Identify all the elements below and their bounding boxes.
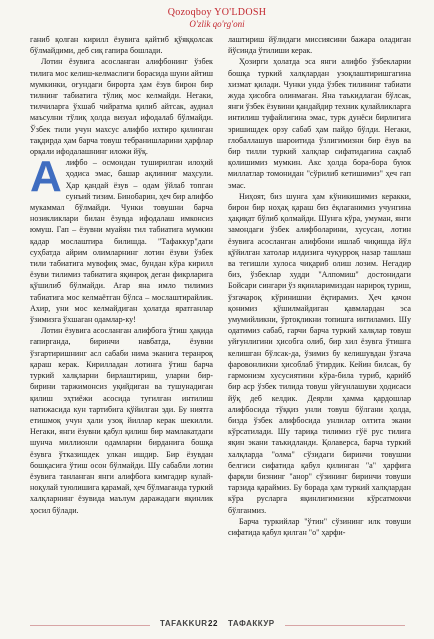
page-number: 22 bbox=[208, 619, 218, 628]
right-paragraph-2: Ҳозирги ҳолатда эса янги алифбо ўзбекларни бошқа туркий халқлардан узоқлаштиришгагина хизмат қилади. Чунки унда ўзбек тилининг табиати жуда ҳисобга олинмаган. Яна таъкидлаган бўлсак, янги ўзбек ёзувини қандайдир техник қулайликларга интилиш туфайлигина эмас, турк дунёси бирлигига эришишдек орзу сабаб ҳам пайдо бўлди. Негаки, глобаллашув шароитида ўзлигимизни бир ёзув ва бир тилли туркий халқлар сифатидагина сақлаб қолишимиз мумкин. Акс ҳолда бора-бора буюк миллатлар томонидан "сўрилиб кетишимиз" ҳеч гап эмас. bbox=[228, 57, 411, 190]
left-paragraph-1: ганиб қолган кирилл ёзувига қайтиб қўяққолсак бўлмайдими, деб сиқ гапира бошлади. bbox=[30, 35, 213, 56]
left-paragraph-3: лифбо – осмондан туширилган илоҳий ҳодиса эмас, башар ақлининг маҳсули. Ҳар қандай ёзув – одам ўйлаб топган сунъий тизим. Бинобарин, ҳеч бир алифбо мукаммал бўлмайди. Чунки товушни барча нозикликлари билан ёзувда ифодалаш имконсиз юмуш. Гап – ёзувни муайян тил табиатига мумкин қадар мослаштира билишда. "Тафаккур"даги суҳбатда айрим олимларнинг лотин ёзуви ўзбек тили табиатига мувофиқ эмас, бундан кўра кирилл ёзуви тилимиз табиатига яқинроқ деган фикрларига қўшилиб бўлмайди. Агар яна имло тилимиз табиатига мос келмаётган бўлса – мослаштирайлик. Ахир, уни мос келмайдиган ҳолатда яратганлар ўзимизга ўхшаган одамлар-ку! bbox=[30, 158, 213, 325]
dropcap-paragraph bbox=[30, 157, 213, 325]
footer-left-label: ТАFAKKUR bbox=[160, 619, 208, 628]
page-footer bbox=[0, 619, 434, 633]
left-paragraph-2: Лотин ёзувига асосланган алифбонинг ўзбек тилига мос келиш-келмаслиги борасида шуни айтиш мумкинки, оғундаги бирорта ҳам ёзув бирон бир тилнинг табиатига тўлиқ мос келмайди. Негаки, тилчиларга ўхшаб чийратма қилиб айтсак, аудиал маъсулни тўлиқ ҳолда визуал ифодалаб бўлмайди. Ўзбек тили учун махсус алифбо ихтиро қилинган тақдирда ҳам барча товуш тебранишларини ҳарфлар орқали ифодалашнинг иложи йўқ. bbox=[30, 57, 213, 157]
right-paragraph-4: Барча туркийлар "ўтин" сўзининг илк товуши сифатида қабул қилган "о" ҳарфи- bbox=[228, 516, 411, 537]
footer-rule-right bbox=[285, 625, 405, 626]
left-paragraph-4: Лотин ёзувига асосланган алифбога ўтиш ҳақида гапирганда, биринчи навбатда, ёзувни ўзгартиришнинг асл сабаби нима эканига теранроқ қараш керак. Кирилладан лотинга ўтиш барча туркий халқларни бирлаштириш, уларни бир-бирини таржимонсиз уқийдиган ва тушунадиган қилиш эҳтиёжи асосида туғилган интилиш натижасида кун тартибига қўйилган эди. Бу ниятга етишмоқ учун ҳали узоқ йиллар керак шекилли. Негаки, янги ёзувни қабул қилиш бир мамлакатдаги шунча миллионли одамларни бирданига бошқа ёзувга ўтказишдек улкан ишдир. Бир ёзувдан бошқасига ўтиш осон бўлмайди. Шу сабабли лотин ёзувига танланган янги алифбога кимгадир кулай-ноқулай туюлишига қарамай, ҳеч бўлмаганда туркий халқларнинг ёзувида маълум даражадаги яқинлик ҳосил бўлади. bbox=[30, 326, 213, 515]
author-name: Qozoqboy YO'LDOSH bbox=[167, 7, 267, 18]
right-paragraph-1: лаштириш йўлидаги миссиясини бажара оладиган йўсинда ўтилиши керак. bbox=[228, 35, 411, 56]
right-paragraph-3: Ниҳоят, биз шунга ҳам кўникишимиз керакки, бирон бир ноҳақ қараш биз ёқлаганимиз учунгина ҳақиқат бўлиб қолмайди. Шунга кўра, умуман, янги замондаги ўзбек алифболарини, хусусан, лотин ёзувига асосланган алифбони ишлаб чиқишда йўл қўйилган хатолар илдизига чуқурроқ назар ташлаш ва тегишли хулоса чиқариб олиш лозим. Негадир биз, ўзбеклар худди "Алпомиш" достонидаги Бойсари сингари ўз яқинларимиздан нарироқ туриш, ўзгачароқ кўринишни ёқтирамиз. Ҳеч қачон қонимиз қўшилмайдиган қавмлардан эса умумийликни, ўртоқликни топишга интиламиз. Шу одатимиз сабаб, гарчи барча туркий халқлар товуш уйғунлигини ҳисобга олиб, бир хил ёзувга ўтишга келишган бўлсак-да, ўзимиз бу келишувдан ўзгача фаровонликни ҳисоблаб ўтирдик. Кейин билсак, бу гармонизм хусусиятини кўра-била туриб, қарийб бир аср ўзбек тилида товуш уйғунлашуви ҳодисаси йўқ деб келдик. Деярли ҳамма қардошлар алифбосида тўққиз унли товуш бўлгани ҳолда, бизда ўзбек алифбосида унлилар олтита экани кўрсатилади. Шу тариқа тилимиз гўё рус тилига яқин экани таъкидланди. Қолаверса, барча туркий халқларда "олма" сўзидаги биринчи товушни белгиси сифатида қабул қилинган "а" ҳарфига фарқли бизнинг "анор" сўзининг биринчи товуши тарзида қараймиз. Бу борада ҳам туркий халқлардан кўра русларга яқинлигимизни кўрсатмокчи бўлганмиз. bbox=[228, 191, 411, 515]
footer-right-label: ТАФАККУР bbox=[228, 619, 275, 628]
footer-rule-left bbox=[30, 625, 150, 626]
drop-cap-letter: А bbox=[30, 157, 62, 202]
right-column bbox=[228, 34, 411, 538]
article-subtitle: O'zlik qo'rg'oni bbox=[189, 19, 245, 29]
left-column bbox=[30, 34, 213, 516]
